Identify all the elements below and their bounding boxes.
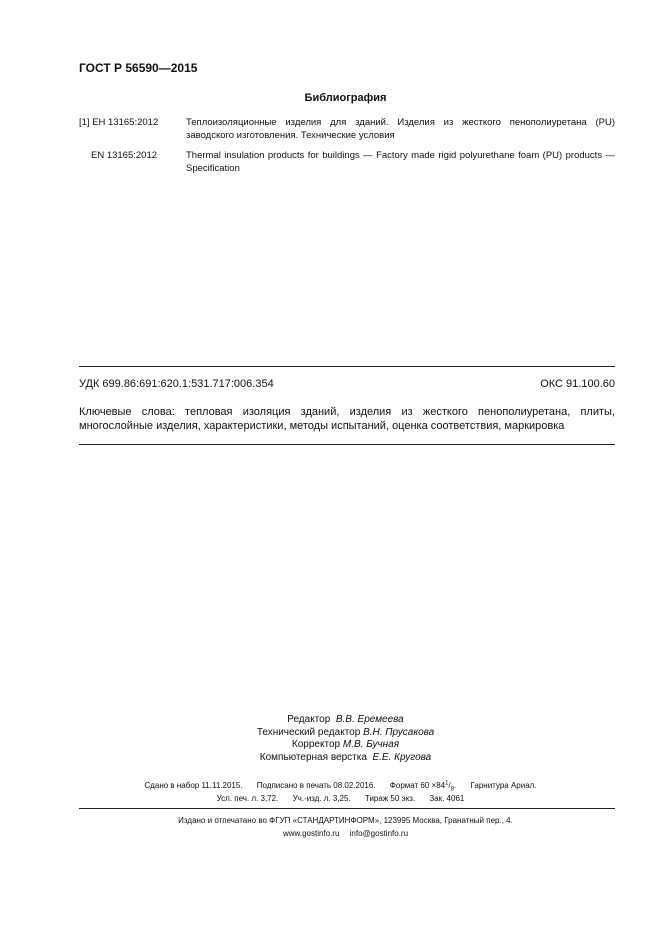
editor-line <box>30 714 661 727</box>
editor-label: Редактор <box>287 714 331 725</box>
order-number: Зак. 4061 <box>429 794 465 803</box>
publisher-line: Издано и отпечатано во ФГУП «СТАНДАРТИНФОРМ», 123995 Москва, Гранатный пер., 4. <box>178 816 513 825</box>
layout-label: Компьютерная верстка <box>259 751 367 763</box>
publisher-sheets: Уч.-изд. л. 3,25. <box>292 794 351 803</box>
format-numerator: 1 <box>445 780 449 786</box>
format-denominator: 8 <box>450 786 455 793</box>
editor-name: В.В. Еремеева <box>335 714 404 725</box>
tech-editor-label: Технический редактор <box>256 726 361 738</box>
print-run: Тираж 50 экз. <box>364 794 416 803</box>
staff-credits <box>0 714 661 764</box>
bibliography-desc: Теплоизоляционные изделия для зданий. Изделия из жесткого пенополиуретана (PU) заводского изготовления. Технические условия <box>186 117 615 141</box>
set-date: Сдано в набор 11.11.2015. <box>144 780 243 790</box>
oks-code: ОКС 91.100.60 <box>540 378 615 390</box>
signed-date: Подписано в печать 08.02.2016. <box>256 780 376 790</box>
classification-row <box>79 378 615 390</box>
divider <box>79 808 615 809</box>
keywords: Ключевые слова: тепловая изоляция зданий, изделия из жесткого пенополиуретана, плиты, многослойные изделия, характеристики, методы испытаний, оценка соответствия, маркировка <box>79 406 615 432</box>
tech-editor-name: В.Н. Прусакова <box>363 726 435 738</box>
bibliography-ref: [1] ЕН 13165:2012 <box>79 117 159 128</box>
standard-code: ГОСТ Р 56590—2015 <box>79 61 198 75</box>
bibliography-ref: EN 13165:2012 <box>91 150 158 161</box>
udc-code: УДК 699.86:691:620.1:531.717:006.354 <box>79 378 274 390</box>
printing-info-line2 <box>0 794 661 803</box>
website-link[interactable]: www.gostinfo.ru <box>282 829 340 838</box>
proofreader-label: Корректор <box>291 739 341 750</box>
bibliography-entry <box>79 116 615 142</box>
proofreader-line <box>30 739 661 752</box>
bibliography-title: Библиография <box>304 92 387 104</box>
paper-format: Формат $60 \times 84^1/_8$. <box>389 780 457 793</box>
bibliography-desc: Thermal insulation products for buildings — Factory made rigid polyurethane foam (PU) products — Specification <box>186 150 615 174</box>
email-link[interactable]: info@gostinfo.ru <box>349 829 409 838</box>
publisher-contacts <box>0 829 661 838</box>
bibliography-entry <box>79 149 615 175</box>
typeface: Гарнитура Ариал. <box>470 780 537 790</box>
print-sheets: Усл. печ. л. 3,72. <box>216 794 279 803</box>
divider <box>79 366 615 367</box>
layout-name: Е.Е. Кругова <box>372 751 432 763</box>
printing-info-line1 <box>0 780 661 792</box>
divider <box>79 444 615 445</box>
layout-line <box>30 752 661 765</box>
proofreader-name: М.В. Бучная <box>342 739 400 750</box>
format-prefix: Формат 60 ×84 <box>389 780 446 790</box>
tech-editor-line <box>30 727 661 740</box>
